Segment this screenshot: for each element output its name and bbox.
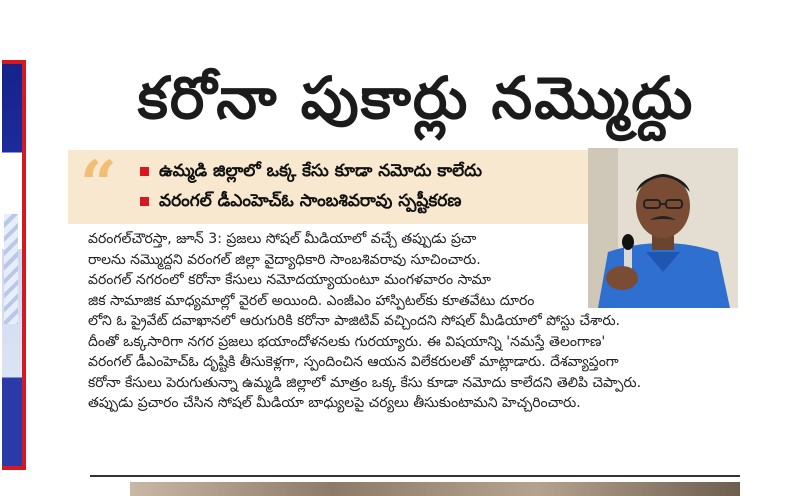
body-line: వరంగల్‌చౌరస్తా, జూన్ 3: ప్రజలు సోషల్ మీడియాలో వచ్చే తప్పుడు ప్రచా	[88, 231, 477, 247]
body-line: లోని ఓ ప్రైవేట్ దవాఖానలో ఆరుగురికి కరోనా పాజిటివ్ వచ్చిందని సోషల్ మీడియాలో పోస్టు చేశారు.	[88, 313, 620, 329]
body-line: రాలను నమ్మొద్దని వరంగల్ జిల్లా వైద్యాధికారి సాంబశివరావు సూచించారు.	[88, 251, 481, 268]
side-advertisement[interactable]	[2, 60, 26, 470]
body-line: జిక సామాజిక మాధ్యమాల్లో వైరల్ అయింది. ఎంజీఎం హాస్పిటల్‌కు కూతవేటు దూరం	[88, 292, 535, 309]
next-article-image-edge	[130, 482, 740, 496]
highlight-bullet	[140, 156, 482, 186]
body-line: వరంగల్ నగరంలో కరోనా కేసులు నమోదయ్యాయంటూ మంగళవారం సామా	[88, 272, 491, 288]
body-line: కరోనా కేసులు పెరుగుతున్నా ఉమ్మడి జిల్లాలో మాత్రం ఒక్క కేసు కూడా నమోదు కాలేదని తెలిపి చెప్పారు.	[88, 374, 642, 391]
highlight-bullet	[140, 186, 461, 216]
article-headline: కరోనా పుకార్లు నమ్మొద్దు	[137, 64, 695, 132]
official-photo	[588, 148, 738, 308]
quote-mark-icon: “	[80, 147, 117, 222]
official-portrait-illustration	[588, 148, 738, 308]
body-line: తప్పుడు ప్రచారం చేసిన సోషల్ మీడియా బాధ్యులపై చర్యలు తీసుకుంటామని హెచ్చరించారు.	[88, 395, 581, 411]
red-square-bullet-icon	[140, 167, 149, 176]
highlight-text: ఉమ్మడి జిల్లాలో ఒక్క కేసు కూడా నమోదు కాలేదు	[159, 161, 483, 181]
body-line: దీంతో ఒక్కసారిగా నగర ప్రజలు భయాందోళనలకు గురయ్యారు. ఈ విషయాన్ని 'నమస్తే తెలంగాణ'	[88, 333, 606, 350]
section-divider	[90, 475, 740, 477]
body-line: వరంగల్ డీఎంహెచ్ఓ దృష్టికి తీసుకెళ్లగా, స్పందించిన ఆయన విలేకరులతో మాట్లాడారు. దేశవ్యాప్తంగా	[88, 354, 619, 370]
ad-stripe-pattern	[4, 214, 18, 324]
red-square-bullet-icon	[140, 197, 149, 206]
highlight-text: వరంగల్ డీఎంహెచ్ఓ సాంబశివరావు స్పష్టీకరణ	[159, 191, 462, 211]
